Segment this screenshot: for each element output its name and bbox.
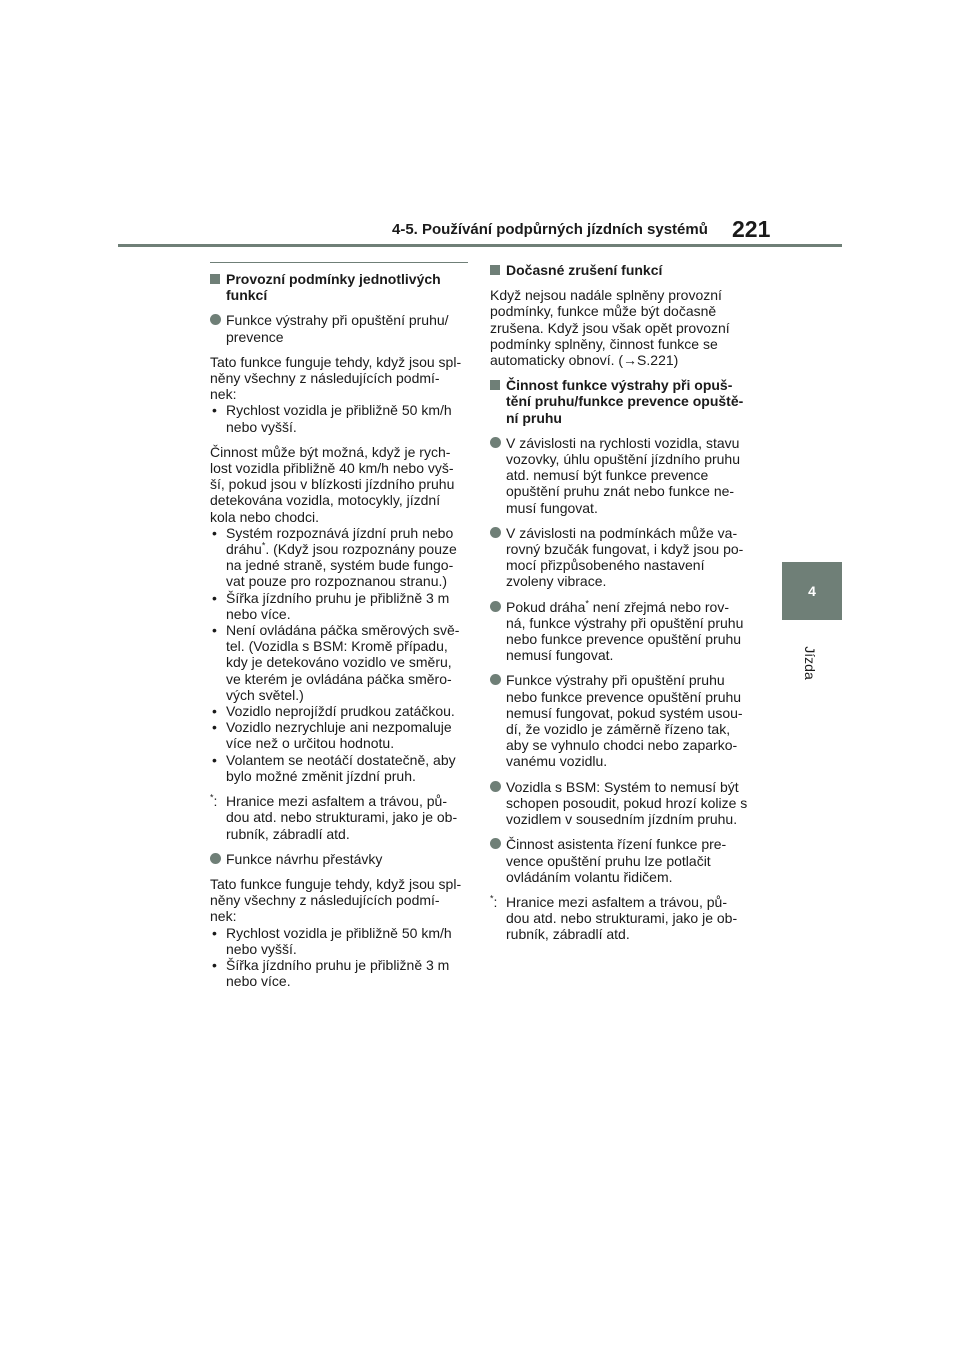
circle-item	[210, 851, 468, 867]
left-column	[210, 262, 468, 998]
right-column	[490, 262, 750, 952]
paragraph	[210, 876, 468, 989]
footnote	[210, 793, 468, 842]
circle-bullet-icon	[490, 674, 501, 685]
list-item-text-cont: . (Když jsou rozpoznány pouze na jedné straně, systém bude fungo- vat pouze pro rozpoznanou stranu.)	[226, 541, 457, 590]
list-item-text: Není ovládána páčka směrových svě- tel. (Vozidla s BSM: Kromě případu, kdy je detekováno vozidlo ve směru, ve kterém je ovládána páčka směro- vých světel.)	[226, 622, 460, 703]
section-title: 4-5. Používání podpůrných jízdních systémů	[392, 221, 708, 238]
list-item-text: Šířka jízdního pruhu je přibližně 3 m nebo více.	[226, 589, 450, 622]
item-text: V závislosti na rychlosti vozidla, stavu vozovky, úhlu opuštění jízdního pruhu atd. nemusí být funkce prevence opuštění pruhu znát nebo funkce ne- musí fungovat.	[506, 434, 741, 516]
list-item-text: Rychlost vozidla je přibližně 50 km/h nebo vyšší.	[226, 402, 452, 435]
footnote-marker	[210, 793, 217, 809]
footnote-colon: :	[213, 793, 218, 810]
footnote-text: Hranice mezi asfaltem a trávou, pů- dou atd. nebo strukturami, jako je ob- rubník, zábradlí atd.	[506, 893, 738, 943]
bullet-mark: •	[212, 956, 217, 973]
footnote	[490, 894, 750, 943]
circle-bullet-icon	[490, 601, 501, 612]
list-item-text: Volantem se neotáčí dostatečně, aby bylo možné změnit jízdní pruh.	[226, 751, 456, 784]
list-item	[210, 719, 468, 751]
bullet-mark: •	[212, 589, 217, 606]
heading-text: Provozní podmínky jednotlivých funkcí	[226, 271, 441, 304]
item-text-cont: není zřejmá nebo rov- ná, funkce výstrahy při opuštění pruhu nebo funkce prevence opuštění pruhu nemusí fungovat.	[506, 598, 744, 664]
footnote-asterisk: *	[585, 598, 589, 608]
circle-bullet-icon	[490, 437, 501, 448]
list-item	[210, 957, 468, 989]
circle-bullet-icon	[490, 838, 501, 849]
column-rule	[210, 262, 468, 263]
list-item-text: Vozidlo nezrychluje ani nezpomaluje více než o určitou hodnotu.	[226, 719, 452, 752]
heading-text: Dočasné zrušení funkcí	[506, 262, 663, 278]
circle-item	[490, 779, 750, 828]
circle-item	[490, 525, 750, 590]
list-item	[210, 703, 468, 719]
section-heading	[210, 271, 468, 303]
circle-item	[490, 435, 750, 516]
circle-item	[490, 836, 750, 885]
bullet-mark: •	[212, 751, 217, 768]
item-text: Pokud dráha	[506, 598, 586, 615]
circle-bullet-icon	[490, 527, 501, 538]
paragraph	[210, 444, 468, 784]
square-bullet-icon	[210, 274, 220, 284]
bullet-mark: •	[212, 924, 217, 941]
paragraph	[210, 354, 468, 435]
item-text: Funkce návrhu přestávky	[226, 850, 383, 867]
paragraph-text: Tato funkce funguje tehdy, když jsou spl- něny všechny z následujících podmí- nek:	[210, 353, 462, 403]
page-number: 221	[732, 216, 771, 242]
item-text: V závislosti na podmínkách může va- rovný bzučák fungovat, i když jsou po- mocí přizpůsobeného nastavení zvoleny vibrace.	[506, 524, 744, 590]
paragraph: Když nejsou nadále splněny provozní podmínky, funkce může být dočasně zrušena. Když jsou však opět provozní podmínky splněny, činnost funkce se automaticky obnoví. (→S.221)	[490, 287, 730, 369]
list-item-text: Systém rozpoznává jízdní pruh nebo dráhu	[226, 524, 454, 558]
section-heading	[490, 262, 750, 278]
footnote-asterisk: *	[210, 792, 214, 803]
list-item	[210, 525, 468, 590]
item-text: Činnost asistenta řízení funkce pre- vence opuštění pruhu lze potlačit ovládáním volantu řidičem.	[506, 836, 727, 885]
circle-bullet-icon	[210, 314, 221, 325]
square-bullet-icon	[490, 380, 500, 390]
paragraph-text: Činnost může být možná, když je rych- lost vozidla přibližně 40 km/h nebo vyš- ší, pokud jsou v blízkosti jízdního pruhu detekována vozidla, motocykly, jízdní kola nebo chodci.	[210, 443, 455, 525]
list-item-text: Vozidlo neprojíždí prudkou zatáčkou.	[226, 703, 455, 720]
bullet-mark: •	[212, 402, 217, 419]
list-item-text: Rychlost vozidla je přibližně 50 km/h nebo vyšší.	[226, 924, 452, 957]
bullet-mark: •	[212, 524, 217, 541]
footnote-colon: :	[493, 893, 498, 910]
bullet-mark: •	[212, 703, 217, 720]
list-item	[210, 622, 468, 703]
footnote-marker	[490, 894, 497, 910]
section-heading	[490, 377, 750, 426]
paragraph-text: Tato funkce funguje tehdy, když jsou spl- něny všechny z následujících podmí- nek:	[210, 875, 462, 925]
footnote-asterisk: *	[490, 893, 494, 904]
footnote-text: Hranice mezi asfaltem a trávou, pů- dou atd. nebo strukturami, jako je ob- rubník, zábradlí atd.	[226, 793, 458, 842]
circle-item	[490, 599, 750, 664]
chapter-label-text: Jízda	[802, 646, 818, 680]
chapter-label	[800, 638, 820, 688]
square-bullet-icon	[490, 265, 500, 275]
list-item-text: Šířka jízdního pruhu je přibližně 3 m nebo více.	[226, 956, 450, 990]
heading-text: Činnost funkce výstrahy při opuš- tění pruhu/funkce prevence opuště- ní pruhu	[506, 377, 744, 426]
circle-bullet-icon	[210, 853, 221, 864]
list-item	[210, 590, 468, 622]
footnote-asterisk: *	[261, 540, 266, 551]
list-item	[210, 752, 468, 784]
bullet-mark: •	[212, 622, 217, 639]
list-item	[210, 402, 468, 434]
item-text: Funkce výstrahy při opuštění pruhu nebo funkce prevence opuštění pruhu nemusí fungovat, pokud systém usou- dí, že vozidlo je záměrně řízeno tak, aby se vyhnulo chodci nebo zaparko- vanému vozidlu.	[506, 672, 743, 770]
header-rule	[118, 244, 842, 247]
item-text: Funkce výstrahy při opuštění pruhu/ prevence	[226, 312, 449, 345]
circle-bullet-icon	[490, 781, 501, 792]
list-item	[210, 925, 468, 957]
circle-item	[490, 672, 750, 769]
bullet-mark: •	[212, 719, 217, 736]
chapter-tab: 4	[782, 562, 842, 620]
circle-item	[210, 312, 468, 344]
item-text: Vozidla s BSM: Systém to nemusí být schopen posoudit, pokud hrozí kolize s vozidlem v sousedním jízdním pruhu.	[506, 778, 748, 828]
